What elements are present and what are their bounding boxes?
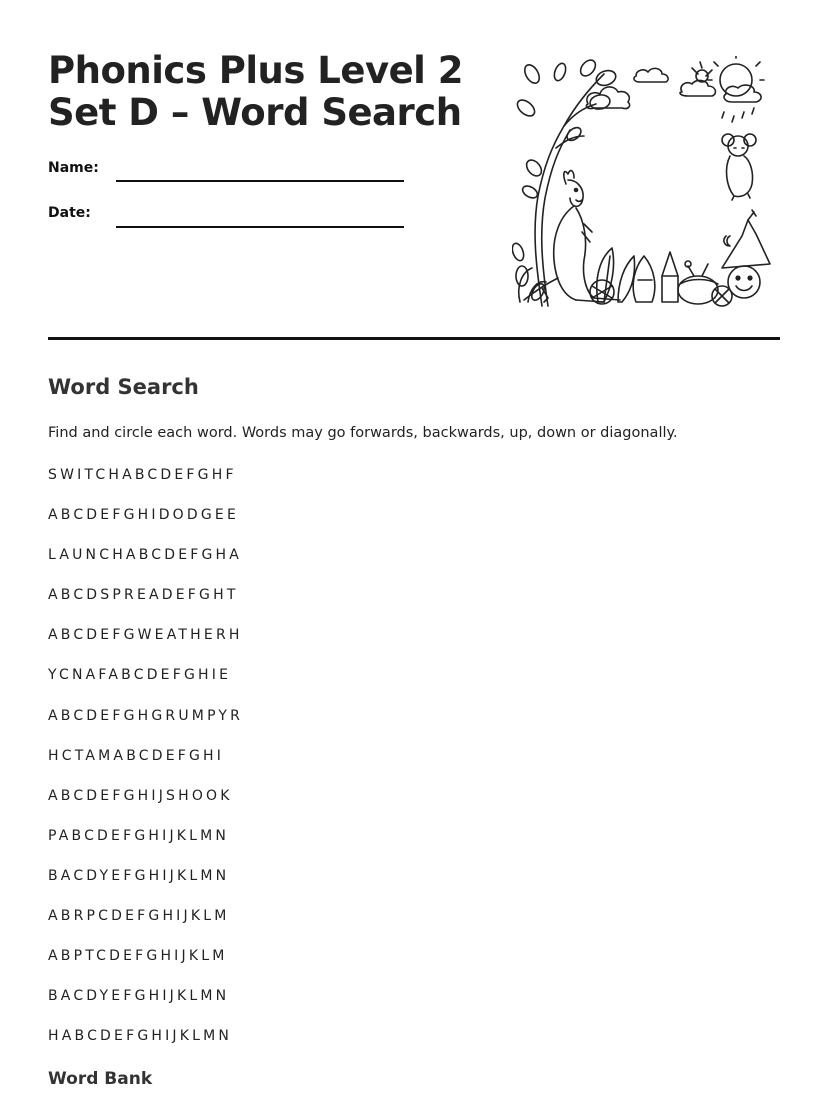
section-heading-word-search: Word Search — [48, 375, 199, 399]
grid-row[interactable]: ABPTCDEFGHIJKLM — [48, 948, 228, 965]
grid-row[interactable]: BACDYEFGHIJKLMN — [48, 867, 230, 884]
rain-icon — [722, 108, 754, 122]
word-search-grid — [48, 466, 243, 1067]
grid-row[interactable]: YCNAFABCDEFGHIE — [48, 667, 232, 684]
smiley-witch-hat-icon — [722, 210, 770, 298]
sun-icon — [692, 56, 764, 96]
header-divider — [48, 337, 780, 340]
grid-row[interactable]: SWITCHABCDEFGHF — [48, 467, 237, 483]
grid-row[interactable]: ABCDEFGHGRUMPYR — [48, 707, 244, 724]
grid-row[interactable]: HCTAMABCDEFGHI — [48, 747, 225, 764]
mouse-icon — [722, 134, 756, 200]
animals-and-nature-frame-illustration — [512, 56, 776, 310]
grid-row[interactable]: ABCDEFGHIJSHOOK — [48, 787, 233, 804]
grid-row[interactable]: LAUNCHABCDEFGHA — [48, 547, 243, 564]
cloud-icon — [586, 68, 761, 108]
grid-row[interactable]: BACDYEFGHIJKLMN — [48, 988, 230, 1005]
ball-icon — [590, 280, 614, 304]
section-heading-word-bank: Word Bank — [48, 1069, 153, 1089]
name-field-line[interactable] — [116, 180, 404, 182]
name-label: Name: — [48, 160, 99, 176]
grid-row[interactable]: HABCDEFGHIJKLMN — [48, 1028, 233, 1045]
leaf-icon — [597, 248, 635, 302]
date-label: Date: — [48, 205, 91, 221]
grid-row[interactable]: ABCDEFGHIDODGEE — [48, 507, 240, 524]
grid-row[interactable]: PABCDEFGHIJKLMN — [48, 827, 230, 844]
grid-row[interactable]: ABCDSPREADEFGHT — [48, 587, 239, 604]
page-title: Phonics Plus Level 2 Set D – Word Search — [48, 49, 463, 134]
grid-row[interactable]: ABCDEFGWEATHERH — [48, 627, 243, 644]
date-field-line[interactable] — [116, 226, 404, 228]
instructions-text: Find and circle each word. Words may go forwards, backwards, up, down or diagonally. — [48, 425, 678, 441]
crayon-icon — [633, 252, 678, 302]
grid-row[interactable]: ABRPCDEFGHIJKLM — [48, 908, 230, 925]
